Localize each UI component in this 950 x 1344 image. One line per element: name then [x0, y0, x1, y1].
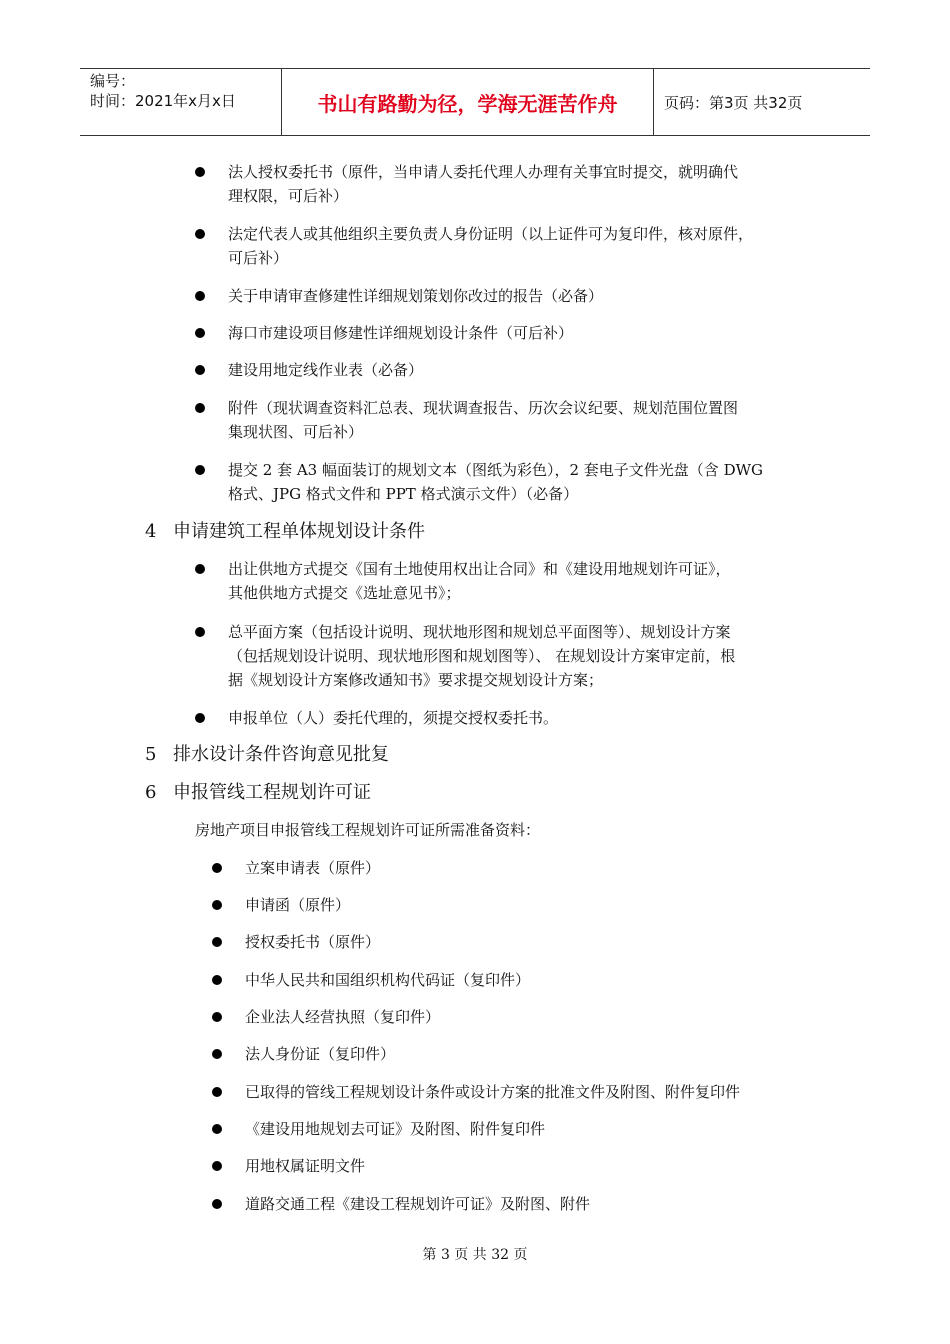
bullet-icon [212, 1087, 222, 1097]
section-heading-4: 4 申请建筑工程单体规划设计条件 [145, 521, 425, 542]
bullet-icon [195, 465, 205, 475]
list-item: 立案申请表（原件） [212, 856, 380, 880]
header-meta [80, 69, 282, 135]
bullet-icon [195, 713, 205, 723]
bullet-icon [195, 328, 205, 338]
bullet-icon [212, 863, 222, 873]
bullet-icon [212, 900, 222, 910]
bullet-icon [195, 403, 205, 413]
list-item: 授权委托书（原件） [212, 930, 380, 954]
bullet-icon [195, 365, 205, 375]
list-item: 附件（现状调查资料汇总表、现状调查报告、历次会议纪要、规划范围位置图 集现状图、可后补） [195, 396, 835, 444]
list-item: 法定代表人或其他组织主要负责人身份证明（以上证件可为复印件，核对原件， 可后补） [195, 222, 835, 270]
list-item: 道路交通工程《建设工程规划许可证》及附图、附件 [212, 1192, 590, 1216]
bullet-icon [195, 229, 205, 239]
bullet-icon [195, 291, 205, 301]
bullet-icon [212, 937, 222, 947]
list-item: 总平面方案（包括设计说明、现状地形图和规划总平面图等）、规划设计方案 （包括规划设计说明、现状地形图和规划图等）、 在规划设计方案审定前，根 据《规划设计方案修改通知书》要求提交规划设计方案； [195, 620, 835, 692]
list-item: 海口市建设项目修建性详细规划设计条件（可后补） [195, 321, 835, 345]
list-item: 用地权属证明文件 [212, 1154, 365, 1178]
list-item: 申报单位（人）委托代理的，须提交授权委托书。 [195, 706, 835, 730]
list-item: 建设用地定线作业表（必备） [195, 358, 835, 382]
header-motto: 书山有路勤为径，学海无涯苦作舟 [282, 69, 654, 135]
bullet-icon [195, 627, 205, 637]
list-item: 关于申请审查修建性详细规划策划你改过的报告（必备） [195, 284, 835, 308]
bullet-icon [212, 1012, 222, 1022]
list-item: 中华人民共和国组织机构代码证（复印件） [212, 968, 530, 992]
number-label: 编号： [90, 72, 136, 90]
bullet-icon [195, 167, 205, 177]
list-item: 申请函（原件） [212, 893, 350, 917]
list-item: 企业法人经营执照（复印件） [212, 1005, 440, 1029]
list-item: 法人身份证（复印件） [212, 1042, 395, 1066]
bullet-icon [212, 1161, 222, 1171]
bullet-icon [212, 1199, 222, 1209]
time-label: 时间：2021年x月x日 [90, 92, 236, 110]
section6-intro: 房地产项目申报管线工程规划许可证所需准备资料： [195, 821, 541, 839]
list-item: 出让供地方式提交《国有土地使用权出让合同》和《建设用地规划许可证》， 其他供地方式提交《选址意见书》； [195, 557, 835, 605]
list-item: 提交 2 套 A3 幅面装订的规划文本（图纸为彩色），2 套电子文件光盘（含 DWG 格式、JPG 格式文件和 PPT 格式演示文件）（必备） [195, 458, 835, 506]
list-item: 已取得的管线工程规划设计条件或设计方案的批准文件及附图、附件复印件 [212, 1080, 740, 1104]
page-footer: 第 3 页 共 32 页 [422, 1247, 528, 1263]
section-heading-5: 5 排水设计条件咨询意见批复 [145, 744, 389, 765]
bullet-icon [212, 1124, 222, 1134]
bullet-icon [195, 564, 205, 574]
bullet-icon [212, 1049, 222, 1059]
list-item: 法人授权委托书（原件，当申请人委托代理人办理有关事宜时提交，就明确代 理权限，可后补） [195, 160, 835, 208]
bullet-icon [212, 975, 222, 985]
list-item: 《建设用地规划去可证》及附图、附件复印件 [212, 1117, 545, 1141]
page-header [80, 68, 870, 136]
header-page-label: 页码：第3页 共32页 [664, 93, 803, 112]
section-heading-6: 6 申报管线工程规划许可证 [145, 782, 371, 803]
